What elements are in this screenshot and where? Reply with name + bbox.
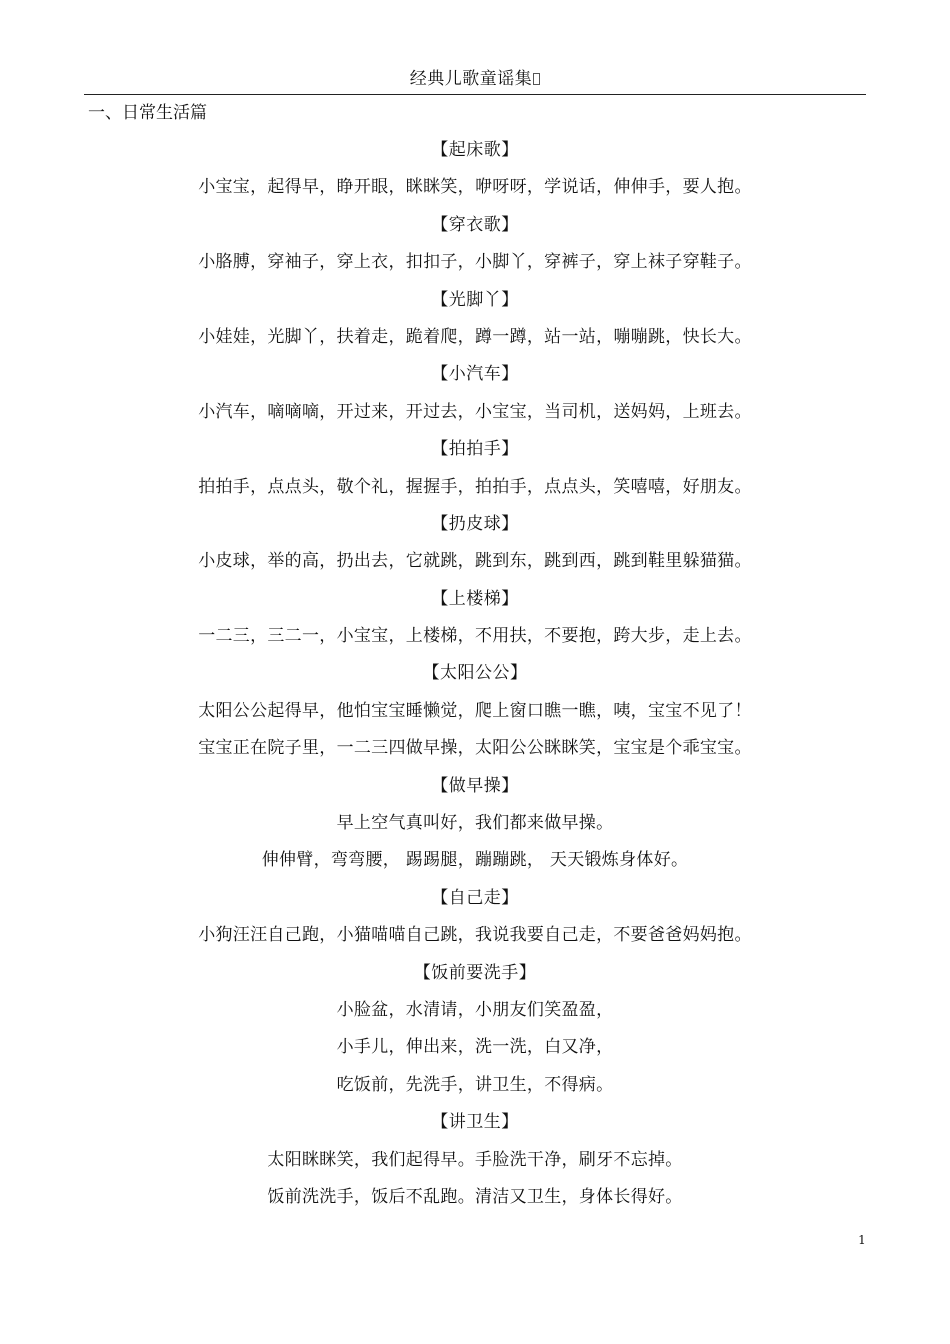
song-title: 【饭前要洗手】 bbox=[413, 962, 537, 983]
verse-line: 伸伸臂，弯弯腰， 踢踢腿，蹦蹦跳， 天天锻炼身体好。 bbox=[261, 850, 689, 871]
song-title: 【做早操】 bbox=[431, 775, 519, 796]
song-title: 【小汽车】 bbox=[431, 364, 519, 385]
verse-line: 小宝宝，起得早，睁开眼，眯眯笑，咿呀呀，学说话，伸伸手，要人抱。 bbox=[198, 177, 752, 198]
document-title: 经典儿歌童谣集 bbox=[409, 69, 533, 89]
song-title: 【扔皮球】 bbox=[431, 513, 519, 534]
song-title: 【上楼梯】 bbox=[431, 588, 519, 609]
song-title: 【起床歌】 bbox=[431, 140, 519, 160]
verse-line: 太阳眯眯笑，我们起得早。手脸洗干净，刷牙不忘掉。 bbox=[267, 1149, 683, 1170]
verse-line: 吃饭前，先洗手，讲卫生，不得病。 bbox=[336, 1074, 614, 1095]
missing-glyph-box bbox=[533, 73, 540, 85]
verse-line: 小皮球，举的高，扔出去，它就跳，跳到东，跳到西，跳到鞋里躲猫猫。 bbox=[198, 551, 752, 572]
page-number: 1 bbox=[858, 1233, 866, 1247]
verse-line: 早上空气真叫好，我们都来做早操。 bbox=[336, 813, 614, 834]
verse-line: 拍拍手，点点头，敬个礼，握握手，拍拍手，点点头，笑嘻嘻，好朋友。 bbox=[198, 476, 752, 497]
header-title-row bbox=[84, 68, 866, 90]
verse-line: 小脸盆，水清请，小朋友们笑盈盈， bbox=[336, 999, 614, 1020]
verse-line: 小娃娃，光脚丫，扶着走，跪着爬，蹲一蹲，站一站，嘣嘣跳，快长大。 bbox=[198, 326, 752, 347]
song-list bbox=[0, 137, 950, 1221]
verse-line: 太阳公公起得早，他怕宝宝睡懒觉，爬上窗口瞧一瞧，咦，宝宝不见了！ bbox=[198, 700, 752, 721]
song-title: 【拍拍手】 bbox=[431, 439, 519, 460]
verse-line: 宝宝正在院子里，一二三四做早操，太阳公公眯眯笑，宝宝是个乖宝宝。 bbox=[198, 738, 752, 759]
song-title: 【太阳公公】 bbox=[422, 663, 528, 684]
song-title: 【光脚丫】 bbox=[431, 289, 519, 310]
song-title: 【自己走】 bbox=[431, 887, 519, 908]
verse-line: 饭前洗洗手，饭后不乱跑。清洁又卫生，身体长得好。 bbox=[267, 1186, 683, 1207]
verse-line: 小汽车，嘀嘀嘀，开过来，开过去，小宝宝，当司机，送妈妈，上班去。 bbox=[198, 401, 752, 422]
verse-line: 小手儿，伸出来，洗一洗，白又净， bbox=[336, 1037, 614, 1058]
song-title: 【讲卫生】 bbox=[431, 1112, 519, 1133]
section-heading: 一、日常生活篇 bbox=[88, 103, 207, 123]
verse-line: 小胳膊，穿袖子，穿上衣，扣扣子，小脚丫，穿裤子，穿上袜子穿鞋子。 bbox=[198, 252, 752, 273]
page-header bbox=[84, 62, 866, 95]
verse-line: 一二三，三二一，小宝宝，上楼梯，不用扶，不要抱，跨大步，走上去。 bbox=[198, 626, 752, 647]
verse-line: 小狗汪汪自己跑，小猫喵喵自己跳，我说我要自己走，不要爸爸妈妈抱。 bbox=[198, 925, 752, 946]
song-title: 【穿衣歌】 bbox=[431, 214, 519, 235]
